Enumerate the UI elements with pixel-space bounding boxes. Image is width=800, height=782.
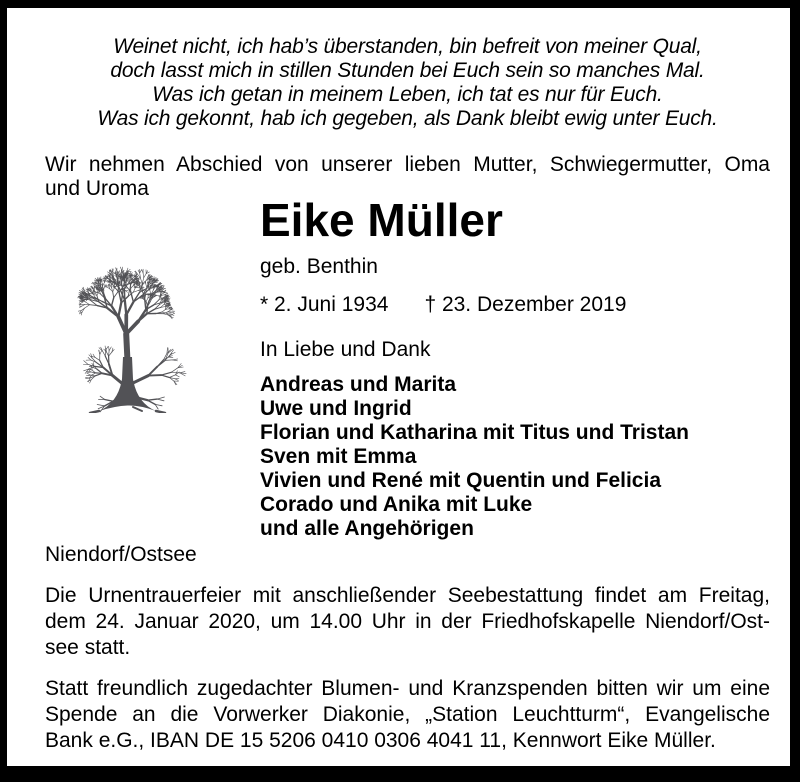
salutation: In Liebe und Dank [260, 338, 431, 361]
poem-line-2: doch lasst mich in stillen Stunden bei Euch sein so manches Mal. [110, 59, 705, 82]
deceased-name: Eike Müller [260, 194, 503, 246]
donation-info-line-1: Statt freundlich zugedachter Blumen- und Kranzspenden bitten wir um eine [45, 677, 770, 700]
mourner-line-7: und alle Angehörigen [260, 517, 474, 540]
bare-tree-illustration [45, 215, 207, 413]
mourner-line-2: Uwe und Ingrid [260, 397, 412, 420]
funeral-info-line-3: see statt. [45, 636, 131, 659]
obituary-content [7, 8, 790, 766]
mourner-line-3: Florian und Katharina mit Titus und Tristan [260, 421, 689, 444]
funeral-info-line-2: dem 24. Januar 2020, um 14.00 Uhr in der Friedhofskapelle Niendorf/Ost- [45, 610, 770, 633]
life-dates [260, 293, 770, 317]
mourner-line-5: Vivien und René mit Quentin und Felicia [260, 469, 661, 492]
death-date: † 23. Dezember 2019 [424, 293, 627, 316]
mourner-line-4: Sven mit Emma [260, 445, 417, 468]
poem-line-1: Weinet nicht, ich hab’s überstanden, bin befreit von meiner Qual, [113, 35, 702, 58]
funeral-info [45, 583, 770, 661]
mourner-line-1: Andreas und Marita [260, 373, 457, 396]
donation-info-line-2: Spende an die Vorwerker Diakonie, „Station Leuchtturm“, Evangelische [45, 703, 770, 726]
mourners-list [260, 373, 770, 541]
funeral-info-line-1: Die Urnentrauerfeier mit anschließender Seebestattung findet am Freitag, [45, 584, 770, 607]
poem-line-4: Was ich gekonnt, hab ich gegeben, als Dank bleibt ewig unter Euch. [97, 107, 718, 130]
donation-info-line-3: Bank e.G., IBAN DE 15 5206 0410 0306 4041 11, Kennwort Eike Müller. [45, 729, 716, 752]
mourner-line-6: Corado und Anika mit Luke [260, 493, 533, 516]
main-section [45, 196, 770, 541]
birth-date: * 2. Juni 1934 [260, 293, 389, 316]
maiden-name: geb. Benthin [260, 255, 378, 278]
farewell-statement-line-2: und Uroma [45, 177, 149, 200]
memorial-poem [45, 35, 770, 131]
deceased-column [260, 196, 770, 541]
poem-line-3: Was ich getan in meinem Leben, ich tat es nur für Euch. [152, 83, 663, 106]
location: Niendorf/Ostsee [45, 543, 197, 566]
donation-info [45, 676, 770, 754]
farewell-statement-line-1: Wir nehmen Abschied von unserer lieben Mutter, Schwiegermutter, Oma [45, 153, 770, 176]
